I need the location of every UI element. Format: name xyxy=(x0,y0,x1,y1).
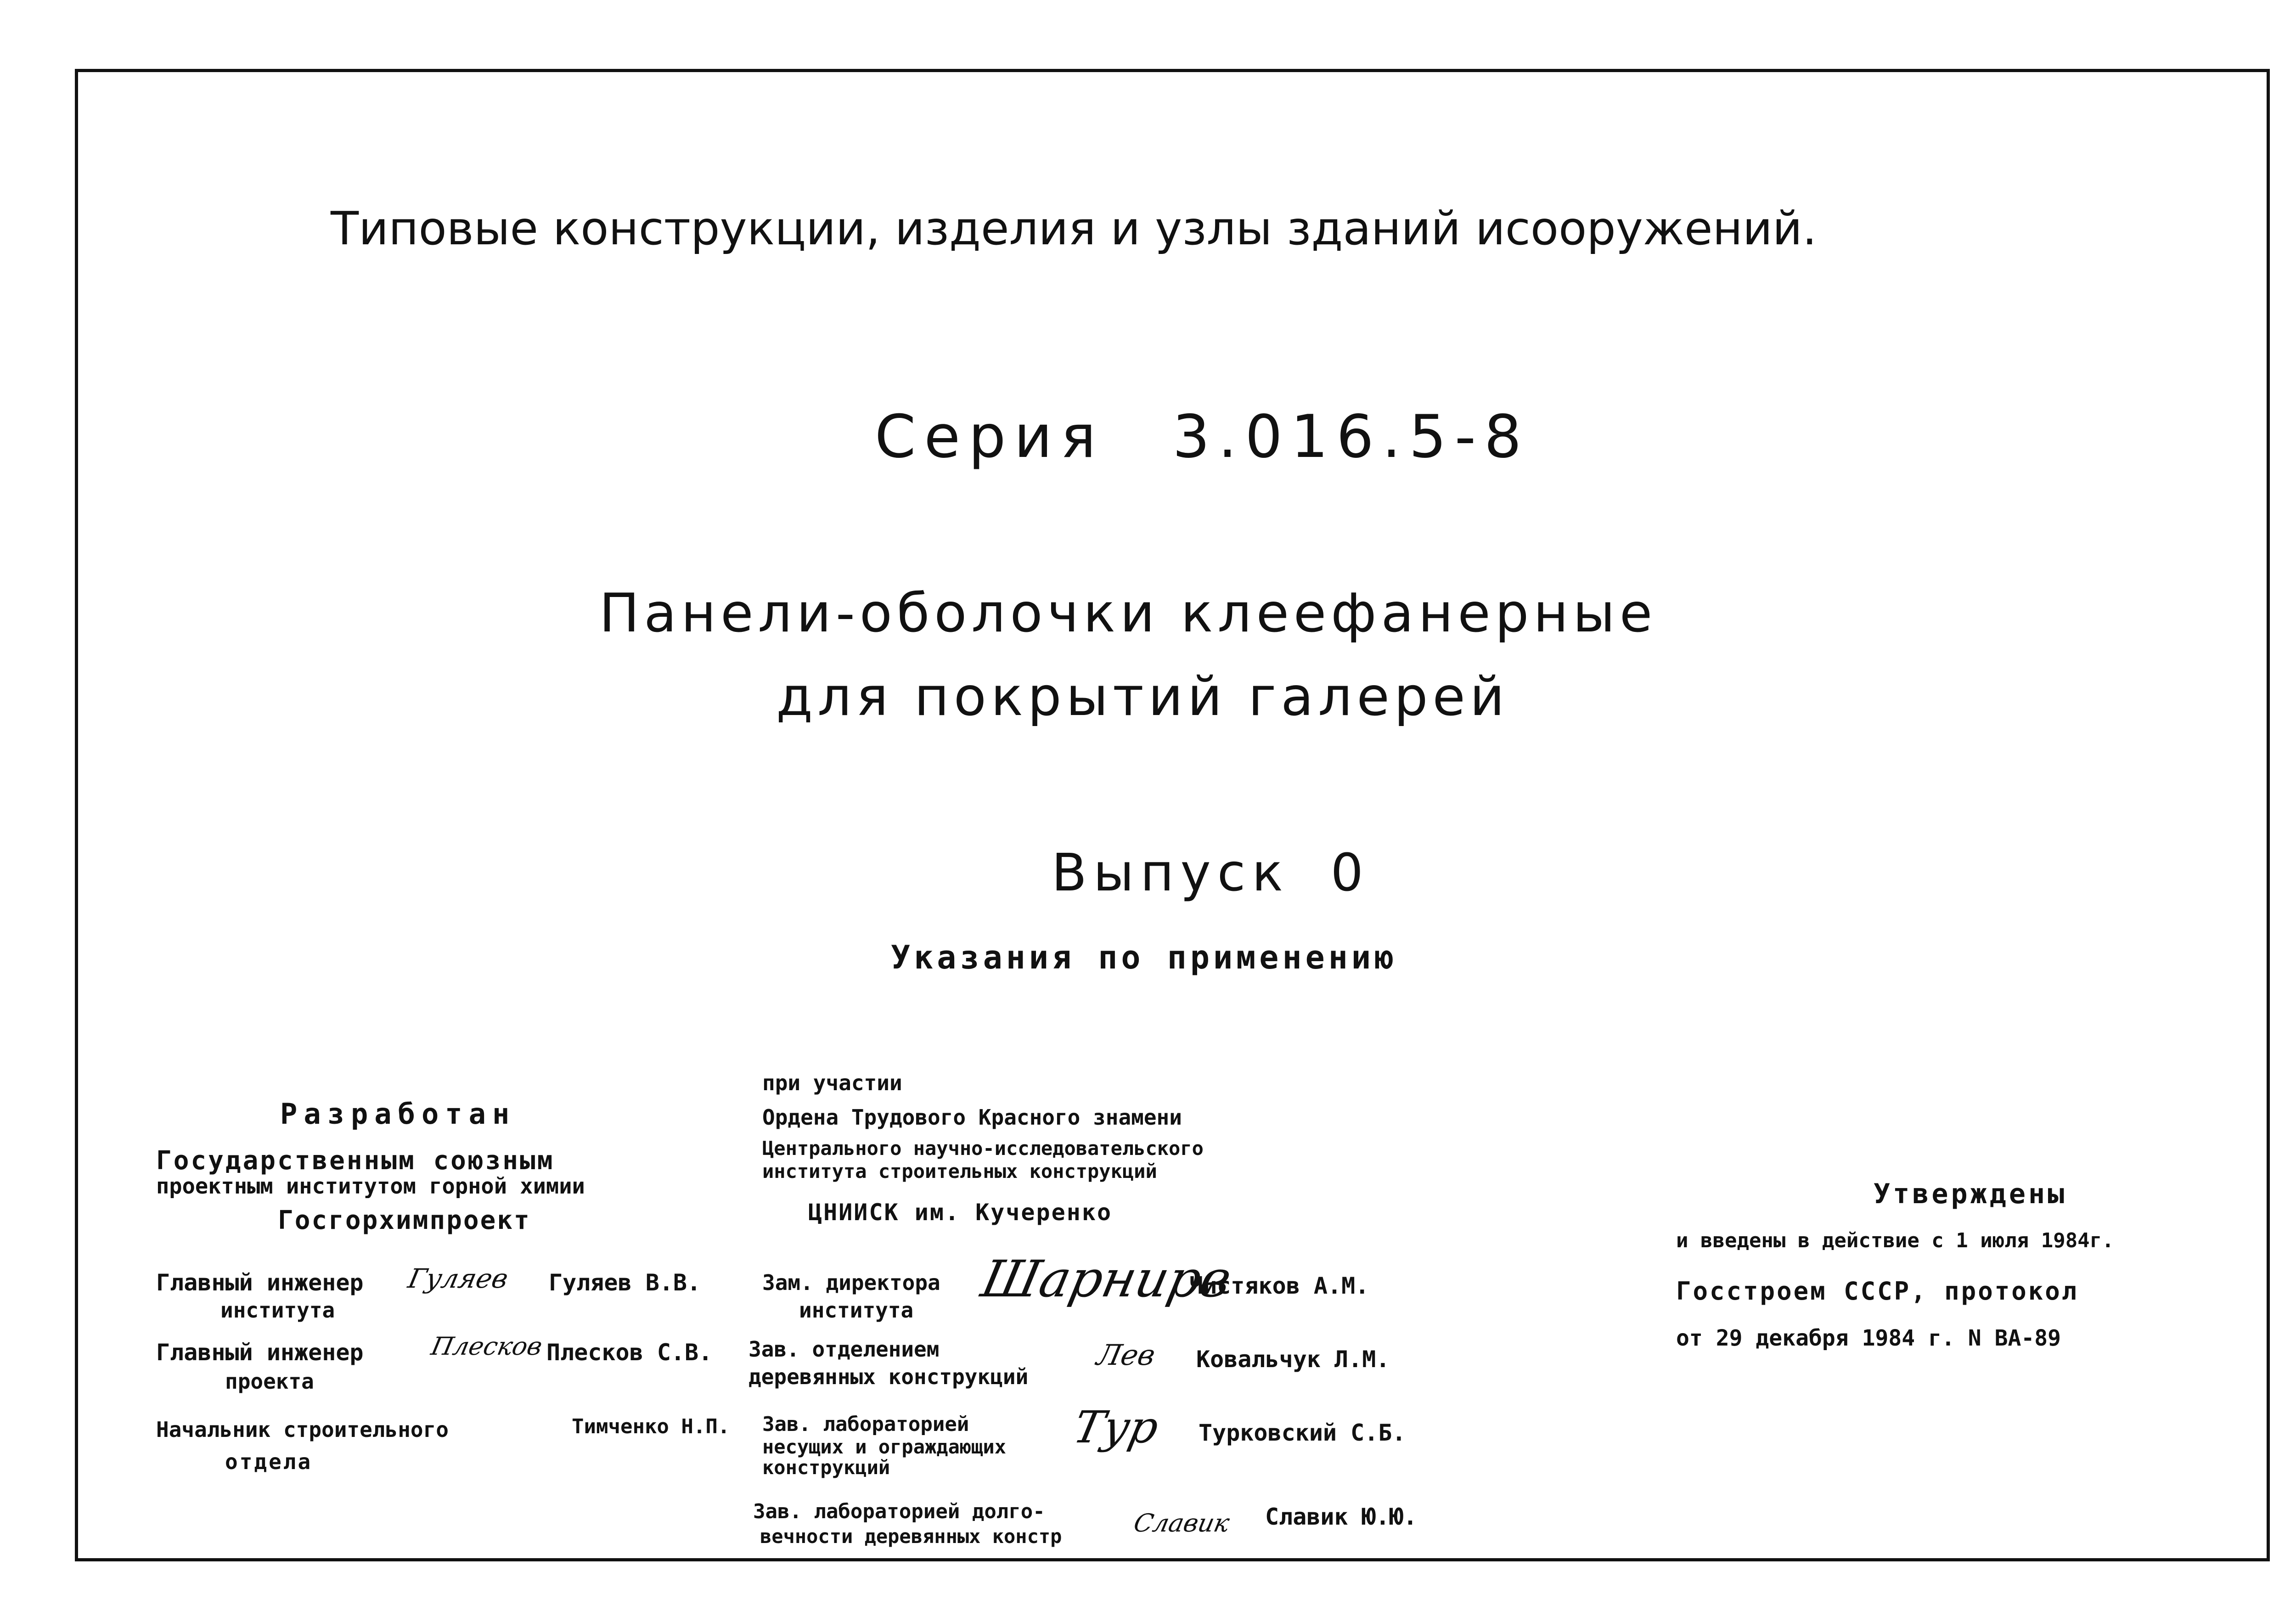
staff-left-0-name: Гуляев В.В. xyxy=(549,1269,701,1296)
participation-line4: института строительных конструкций xyxy=(762,1160,1157,1183)
staff-left-2-name: Тимченко Н.П. xyxy=(572,1415,730,1438)
approval-heading: Утверждены xyxy=(1874,1178,2067,1210)
staff-right-1-name: Ковальчук Л.М. xyxy=(1196,1346,1390,1373)
series-number: 3.016.5-8 xyxy=(1172,403,1530,471)
staff-left-1-title-line1: Главный инженер xyxy=(156,1339,364,1366)
staff-right-0-title-line1: Зам. директора xyxy=(762,1270,940,1295)
staff-right-1-signature: Лев xyxy=(1094,1338,1159,1372)
issue-subtitle: Указания по применению xyxy=(891,939,1398,976)
staff-right-3-title-line1: Зав. лабораторией долго- xyxy=(753,1500,1045,1523)
issue-label: Выпуск xyxy=(1052,843,1289,903)
staff-right-1-title-line1: Зав. отделением xyxy=(748,1337,940,1362)
staff-right-2-title-line2: несущих и ограждающих xyxy=(762,1436,1007,1458)
series-label: Серия xyxy=(875,403,1104,471)
staff-left-1-signature: Плесков xyxy=(428,1332,545,1361)
header-line: Типовые конструкции, изделия и узлы зданий исооружений. xyxy=(331,202,1817,255)
approval-line2: Госстроем СССР, протокол xyxy=(1676,1277,2079,1306)
developer-org-line1: Государственным союзным xyxy=(156,1146,555,1176)
developer-org-line2: проектным институтом горной химии xyxy=(156,1174,585,1199)
staff-left-1-title-line2: проекта xyxy=(225,1369,314,1394)
staff-right-3-name: Славик Ю.Ю. xyxy=(1265,1504,1418,1530)
staff-right-2-title-line3: конструкций xyxy=(762,1456,890,1479)
staff-left-1-name: Плесков С.В. xyxy=(546,1339,713,1366)
staff-right-2-signature: Тур xyxy=(1069,1402,1164,1453)
staff-right-3-title-line2: вечности деревянных констр xyxy=(760,1525,1062,1548)
staff-right-1-title-line2: деревянных конструкций xyxy=(748,1364,1029,1389)
staff-left-2-title-line2: отдела xyxy=(225,1449,313,1474)
staff-right-0-signature: Шарнирв xyxy=(976,1250,1237,1308)
product-title-line1: Панели-оболочки клеефанерные xyxy=(599,582,1657,644)
staff-right-0-title-line2: института xyxy=(799,1298,914,1323)
approval-line3: от 29 декабря 1984 г. N ВА-89 xyxy=(1676,1325,2061,1351)
staff-left-0-signature: Гуляев xyxy=(405,1263,511,1294)
issue-title xyxy=(1052,843,1370,903)
participation-line1: при участии xyxy=(762,1070,902,1095)
developer-org-line3: Госгорхимпроект xyxy=(278,1205,531,1235)
staff-right-3-signature: Славик xyxy=(1131,1509,1232,1537)
staff-left-0-title-line1: Главный инженер xyxy=(156,1269,364,1296)
issue-number: 0 xyxy=(1330,843,1370,903)
staff-right-0-name: Чистяков А.М. xyxy=(1189,1273,1369,1299)
participation-line5: ЦНИИСК им. Кучеренко xyxy=(808,1199,1113,1226)
participation-line2: Ордена Трудового Красного знамени xyxy=(762,1105,1182,1130)
staff-left-2-title-line1: Начальник строительного xyxy=(156,1417,449,1442)
staff-right-2-title-line1: Зав. лабораторией xyxy=(762,1413,969,1436)
series-title xyxy=(875,403,1530,471)
participation-line3: Центрального научно-исследовательского xyxy=(762,1137,1204,1160)
product-title-line2: для покрытий галерей xyxy=(776,666,1509,728)
staff-left-0-title-line2: института xyxy=(220,1298,335,1323)
approval-line1: и введены в действие с 1 июля 1984г. xyxy=(1676,1229,2114,1252)
staff-right-2-name: Турковский С.Б. xyxy=(1199,1419,1406,1446)
developer-heading: Разработан xyxy=(280,1097,516,1131)
